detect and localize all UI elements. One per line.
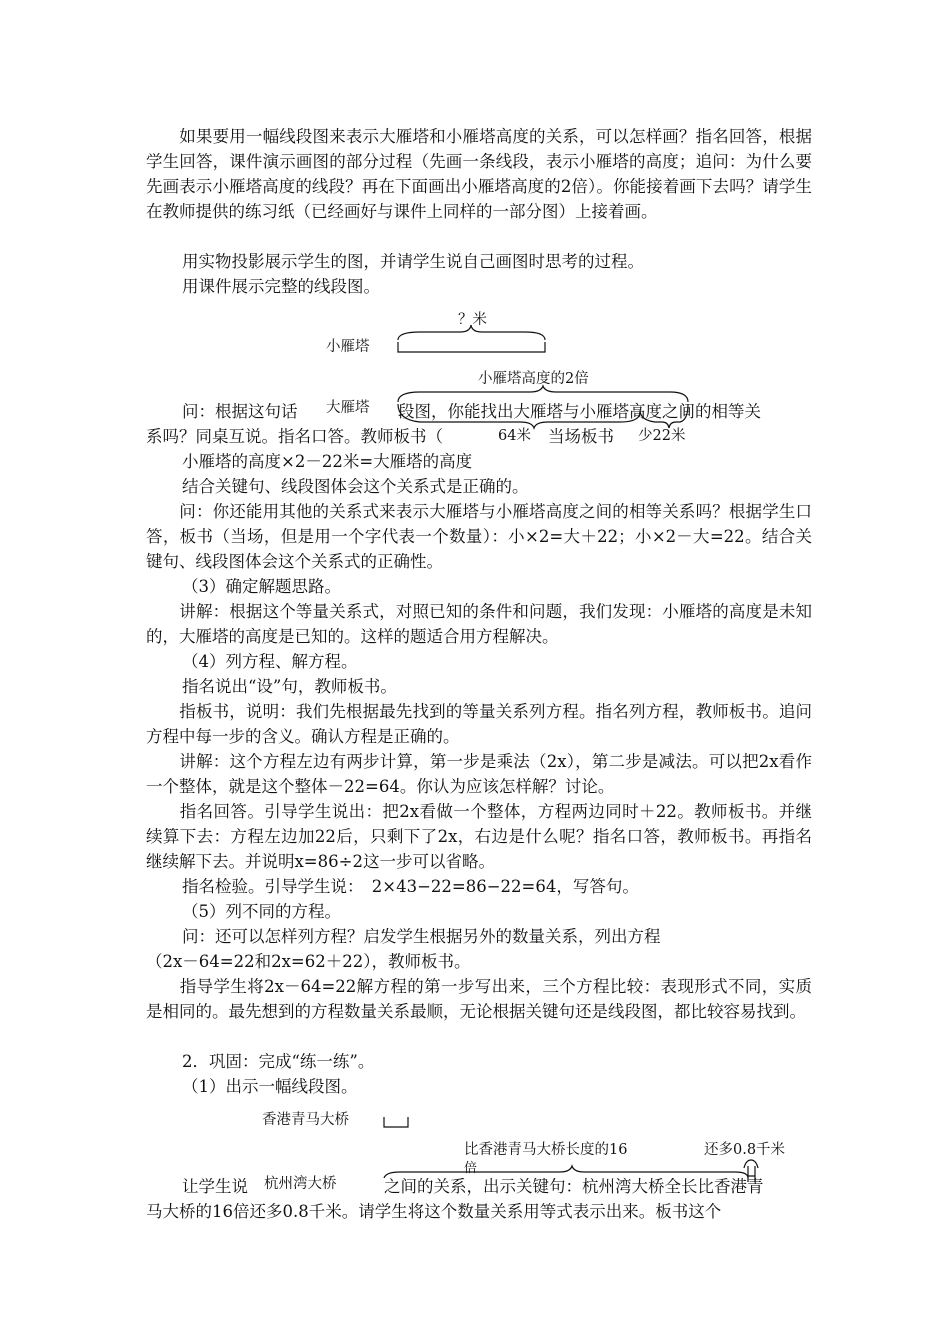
- paragraph-intro: 如果要用一幅线段图来表示大雁塔和小雁塔高度的关系，可以怎样画？指名回答，根据学生回答，课件演示画图的部分过程（先画一条线段，表示小雁塔的高度；追问：为什么要先画表示小雁塔高度的线段？再在下面画出小雁塔高度的2倍）。你能接着画下去吗？请学生在教师提供的练习纸（已经画好与课件上同样的一部分图）上接着画。: [146, 127, 812, 221]
- paragraph-question-start: 问：根据这句话: [182, 402, 298, 421]
- paragraph-answer: 指名回答。引导学生说出：把2x看做一个整体，方程两边同时＋22。教师板书。并继续算下去：方程左边加22后，只剩下了2x，右边是什么呢？指名口答，教师板书。再指名继续解下去。并说明x=86÷2这一步可以省略。: [146, 802, 812, 871]
- paragraph-board-explain: 指板书，说明：我们先根据最先找到的等量关系列方程。指名列方程，教师板书。追问方程中每一步的含义。确认方程是正确的。: [146, 702, 812, 746]
- paragraph-other-relation: 问：你还能用其他的关系式来表示大雁塔与小雁塔高度之间的相等关系吗？根据学生口答，板书（当场，但是用一个字代表一个数量）：小×2=大＋22；小×2－大=22。结合关键句、线段图体会这个关系式的正确性。: [146, 502, 812, 571]
- big-pagoda-label: 大雁塔: [326, 400, 370, 416]
- equation-relation: 小雁塔的高度×2－22米=大雁塔的高度: [182, 452, 473, 471]
- step-5-heading: （5）列不同的方程。: [182, 902, 341, 921]
- paragraph-projection: 用实物投影展示学生的图，并请学生说自己画图时思考的过程。: [182, 252, 644, 271]
- paragraph-courseware: 用课件展示完整的线段图。: [182, 277, 380, 296]
- big-pagoda-value: 64米: [498, 428, 531, 444]
- paragraph-board-note: 当场板书: [548, 427, 614, 446]
- paragraph-let: 指名说出“设”句，教师板书。: [182, 677, 397, 696]
- hk-bridge-label: 香港青马大桥: [262, 1112, 349, 1128]
- small-pagoda-segment: [398, 342, 545, 352]
- paragraph-other-equations: 问：还可以怎样列方程？启发学生根据另外的数量关系，列出方程: [182, 927, 661, 946]
- times-label-tail: 倍: [464, 1161, 478, 1176]
- step-4-heading: （4）列方程、解方程。: [182, 652, 358, 671]
- paragraph-explain-2: 讲解：这个方程左边有两步计算，第一步是乘法（2x），第二步是减法。可以把2x看作一个整体，就是这个整体－22=64。你认为应该怎样解？讨论。: [146, 752, 812, 796]
- paragraph-equations-list: （2x－64=22和2x=62＋22），教师板书。: [146, 952, 471, 971]
- hk-bridge-segment: [384, 1117, 408, 1127]
- paragraph-verify: 结合关键句、线段图体会这个关系式是正确的。: [182, 477, 529, 496]
- double-height-label: 小雁塔高度的2倍: [478, 371, 589, 387]
- paragraph-bridge-start: 让学生说: [182, 1177, 248, 1196]
- paragraph-check: 指名检验。引导学生说： 2×43−22=86−22=64，写答句。: [182, 877, 639, 896]
- paragraph-bridge-end: 马大桥的16倍还多0.8千米。请学生将这个数量关系用等式表示出来。板书这个: [146, 1202, 722, 1221]
- times-label: 比香港青马大桥长度的16: [464, 1142, 628, 1158]
- small-pagoda-label: 小雁塔: [326, 339, 370, 355]
- paragraph-question-end: 系吗？同桌互说。指名口答。教师板书（: [146, 427, 443, 446]
- section-2-heading: 2．巩固：完成“练一练”。: [182, 1052, 375, 1071]
- more-brace: [744, 1160, 758, 1168]
- paragraph-question-middle: 段图，你能找出大雁塔与小雁塔高度之间的相等关: [398, 402, 761, 421]
- more-label: 还多0.8千米: [704, 1142, 786, 1158]
- hz-bridge-label: 杭州湾大桥: [264, 1176, 337, 1192]
- unknown-height-label: ？米: [458, 312, 487, 328]
- paragraph-explain-1: 讲解：根据这个等量关系式，对照已知的条件和问题，我们发现：小雁塔的高度是未知的，大雁塔的高度是已知的。这样的题适合用方程解决。: [146, 602, 812, 646]
- paragraph-compare: 指导学生将2x－64=22解方程的第一步写出来，三个方程比较：表现形式不同，实质是相同的。最先想到的方程数量关系最顺，无论根据关键句还是线段图，都比较容易找到。: [146, 977, 812, 1021]
- step-3-heading: （3）确定解题思路。: [182, 577, 341, 596]
- less-value-label: 少22米: [638, 428, 686, 444]
- paragraph-bridge-middle: 之间的关系，出示关键句：杭州湾大桥全长比香港青: [384, 1177, 764, 1196]
- exercise-1-heading: （1）出示一幅线段图。: [182, 1077, 358, 1096]
